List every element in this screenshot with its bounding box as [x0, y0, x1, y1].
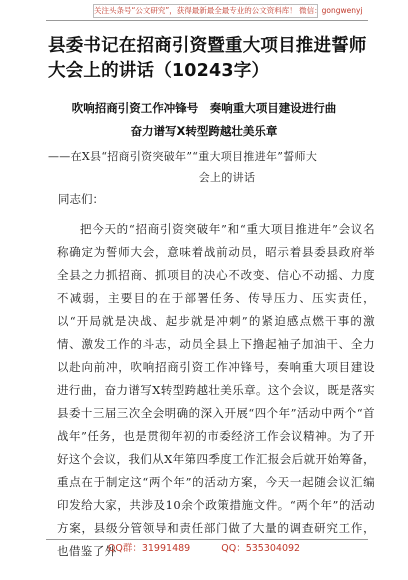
header-divider — [46, 20, 368, 21]
footer-qq: QQ：535304092 — [221, 543, 301, 554]
top-banner: 关注头条号“公文研究”，获得最新最全最专业的公文资料库！ 微信：gongwenyj — [93, 4, 318, 18]
byline-line-1: ——在X县“招商引资突破年”“重大项目推进年”誓师大 — [48, 150, 318, 163]
document-byline — [48, 146, 366, 188]
footer — [0, 540, 408, 554]
salutation: 同志们： — [58, 192, 104, 206]
document-title: 县委书记在招商引资暨重大项目推进誓师大会上的讲话（10243字） — [48, 36, 367, 81]
footer-qq-group: QQ群：31991489 — [107, 543, 191, 554]
byline-line-2: 会上的讲话 — [198, 171, 256, 184]
document-subtitle-1: 吹响招商引资工作冲锋号 奏响重大项目建设进行曲 — [71, 101, 337, 115]
body-paragraph: 把今天的“招商引资突破年”和“重大项目推进年”会议名称确定为誓师大会，意味着战前动员，昭示着县委县政府举全县之力抓招商、抓项目的决心不改变、信心不动摇、力度不减弱，主要目的在于部署任务、传导压力、压实责任，以“开局就是决战、起步就是冲刺”的紧迫感点燃干事的激情、激发工作的斗志，动员全县上下撸起袖子加油干、全力以赴向前冲，吹响招商引资工作冲锋号，奏响重大项目建设进行曲，奋力谱写X转型跨越壮美乐章。这个会议，既是落实县委十三届三次全会明确的深入开展“四个年”活动中两个“首战年”任务，也是贯彻年初的市委经济工作会议精神。为了开好这个会议，我们从X年第四季度工作汇报会后就开始筹备，重点在于制定这“两个年”的活动方案，今天一起随会议汇编印发给大家，共涉及10余个政策措施文件。“两个年”的活动方案，县级分管领导和责任部门做了大量的调查研究工作，也借鉴了外 — [57, 222, 375, 558]
document-subtitle-2: 奋力谱写X转型跨越壮美乐章 — [130, 124, 278, 138]
